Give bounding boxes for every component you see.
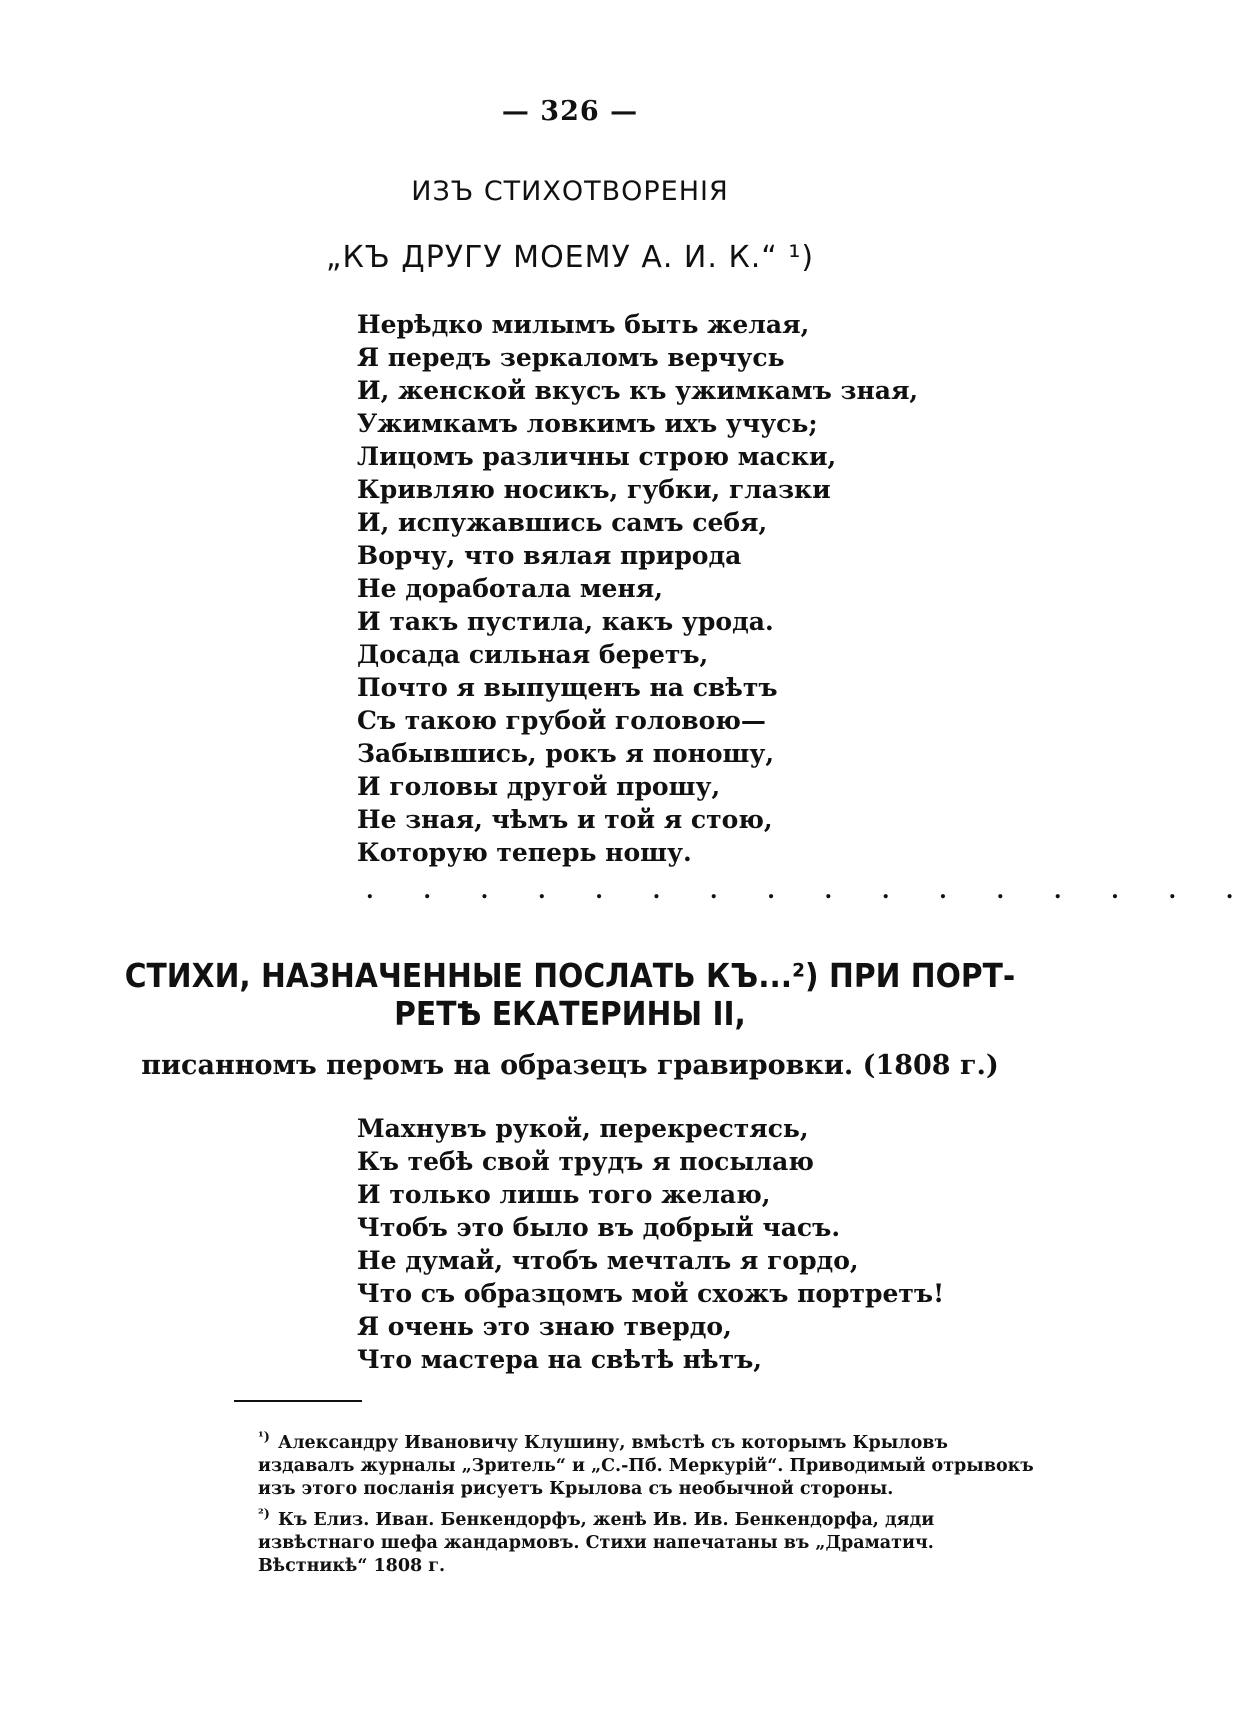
footnote-marker: ¹) — [258, 1430, 270, 1445]
section-title-line2: РЕТѢ ЕКАТЕРИНЫ II, — [394, 994, 746, 1033]
poem-line: И головы другой прошу, — [357, 772, 721, 801]
footnote-divider — [234, 1400, 362, 1402]
section-subtitle: писанномъ перомъ на образецъ гравировки. (1808 г.) — [141, 1050, 999, 1081]
section-title-line1: СТИХИ, НАЗНАЧЕННЫЕ ПОСЛАТЬ КЪ...²) ПРИ ПОРТ- — [124, 956, 1016, 995]
poem-line: Ворчу, что вялая природа — [357, 541, 742, 570]
poem-line: И, испужавшись самъ себя, — [357, 508, 768, 537]
poem-line: Лицомъ различны строю маски, — [357, 442, 837, 471]
poem-line: Что мастера на свѣтѣ нѣтъ, — [357, 1345, 763, 1374]
poem-line: Досада сильная беретъ, — [357, 640, 709, 669]
poem-line: Къ тебѣ свой трудъ я посылаю — [357, 1147, 814, 1176]
poem-line: Не думай, чтобъ мечталъ я гордо, — [357, 1246, 859, 1275]
poem-line: Кривляю носикъ, губки, глазки — [357, 475, 831, 504]
footnotes — [258, 1426, 1034, 1578]
poem-line: Съ такою грубой головою— — [357, 706, 766, 735]
poem-line: Я передъ зеркаломъ верчусь — [357, 343, 785, 372]
poem-heading-line1: ИЗЪ СТИХОТВОРЕНІЯ — [411, 176, 729, 207]
page-number: — 326 — — [501, 96, 639, 127]
poem-line: Не зная, чѣмъ и той я стою, — [357, 805, 773, 834]
poem-line: Нерѣдко милымъ быть желая, — [357, 310, 810, 339]
poem-line: Что съ образцомъ мой схожъ портретъ! — [357, 1279, 945, 1308]
footnote-1 — [258, 1426, 1034, 1501]
poem-2 — [357, 1112, 944, 1376]
poem-line: И только лишь того желаю, — [357, 1180, 771, 1209]
poem-line: И такъ пустила, какъ урода. — [357, 607, 774, 636]
poem-heading-line2: „КЪ ДРУГУ МОЕМУ А. И. К.“ ¹) — [325, 240, 815, 275]
poem-line: Ужимкамъ ловкимъ ихъ учусь; — [357, 409, 818, 438]
footnote-text: Александру Ивановичу Клушину, вмѣстѣ съ которымъ Крыловъ издавалъ журналы „Зритель“ и „С.-Пб. Меркурій“. Приводимый отрывокъ изъ этого посланія рисуетъ Крылова съ необычной стороны. — [258, 1432, 1034, 1499]
poem-line: Почто я выпущенъ на свѣтъ — [357, 673, 778, 702]
poem-line: Я очень это знаю твердо, — [357, 1312, 732, 1341]
poem-line: Чтобъ это было въ добрый часъ. — [357, 1213, 841, 1242]
poem-line: Забывшись, рокъ я поношу, — [357, 739, 775, 768]
omission-dots: . . . . . . . . . . . . . . . . — [366, 878, 1254, 904]
poem-line: Махнувъ рукой, перекрестясь, — [357, 1114, 809, 1143]
footnote-text: Къ Елиз. Иван. Бенкендорфъ, женѣ Ив. Ив. Бенкендорфа, дяди извѣстнаго шефа жандармовъ. Стихи напечатаны въ „Драматич. Вѣстникѣ“ 1808 г. — [258, 1509, 935, 1576]
poem-line: Которую теперь ношу. — [357, 838, 692, 867]
footnote-marker: ²) — [258, 1506, 270, 1522]
poem-1 — [357, 308, 918, 869]
footnote-2 — [258, 1503, 1034, 1578]
poem-line: Не доработала меня, — [357, 574, 663, 603]
poem-line: И, женской вкусъ къ ужимкамъ зная, — [357, 376, 919, 405]
